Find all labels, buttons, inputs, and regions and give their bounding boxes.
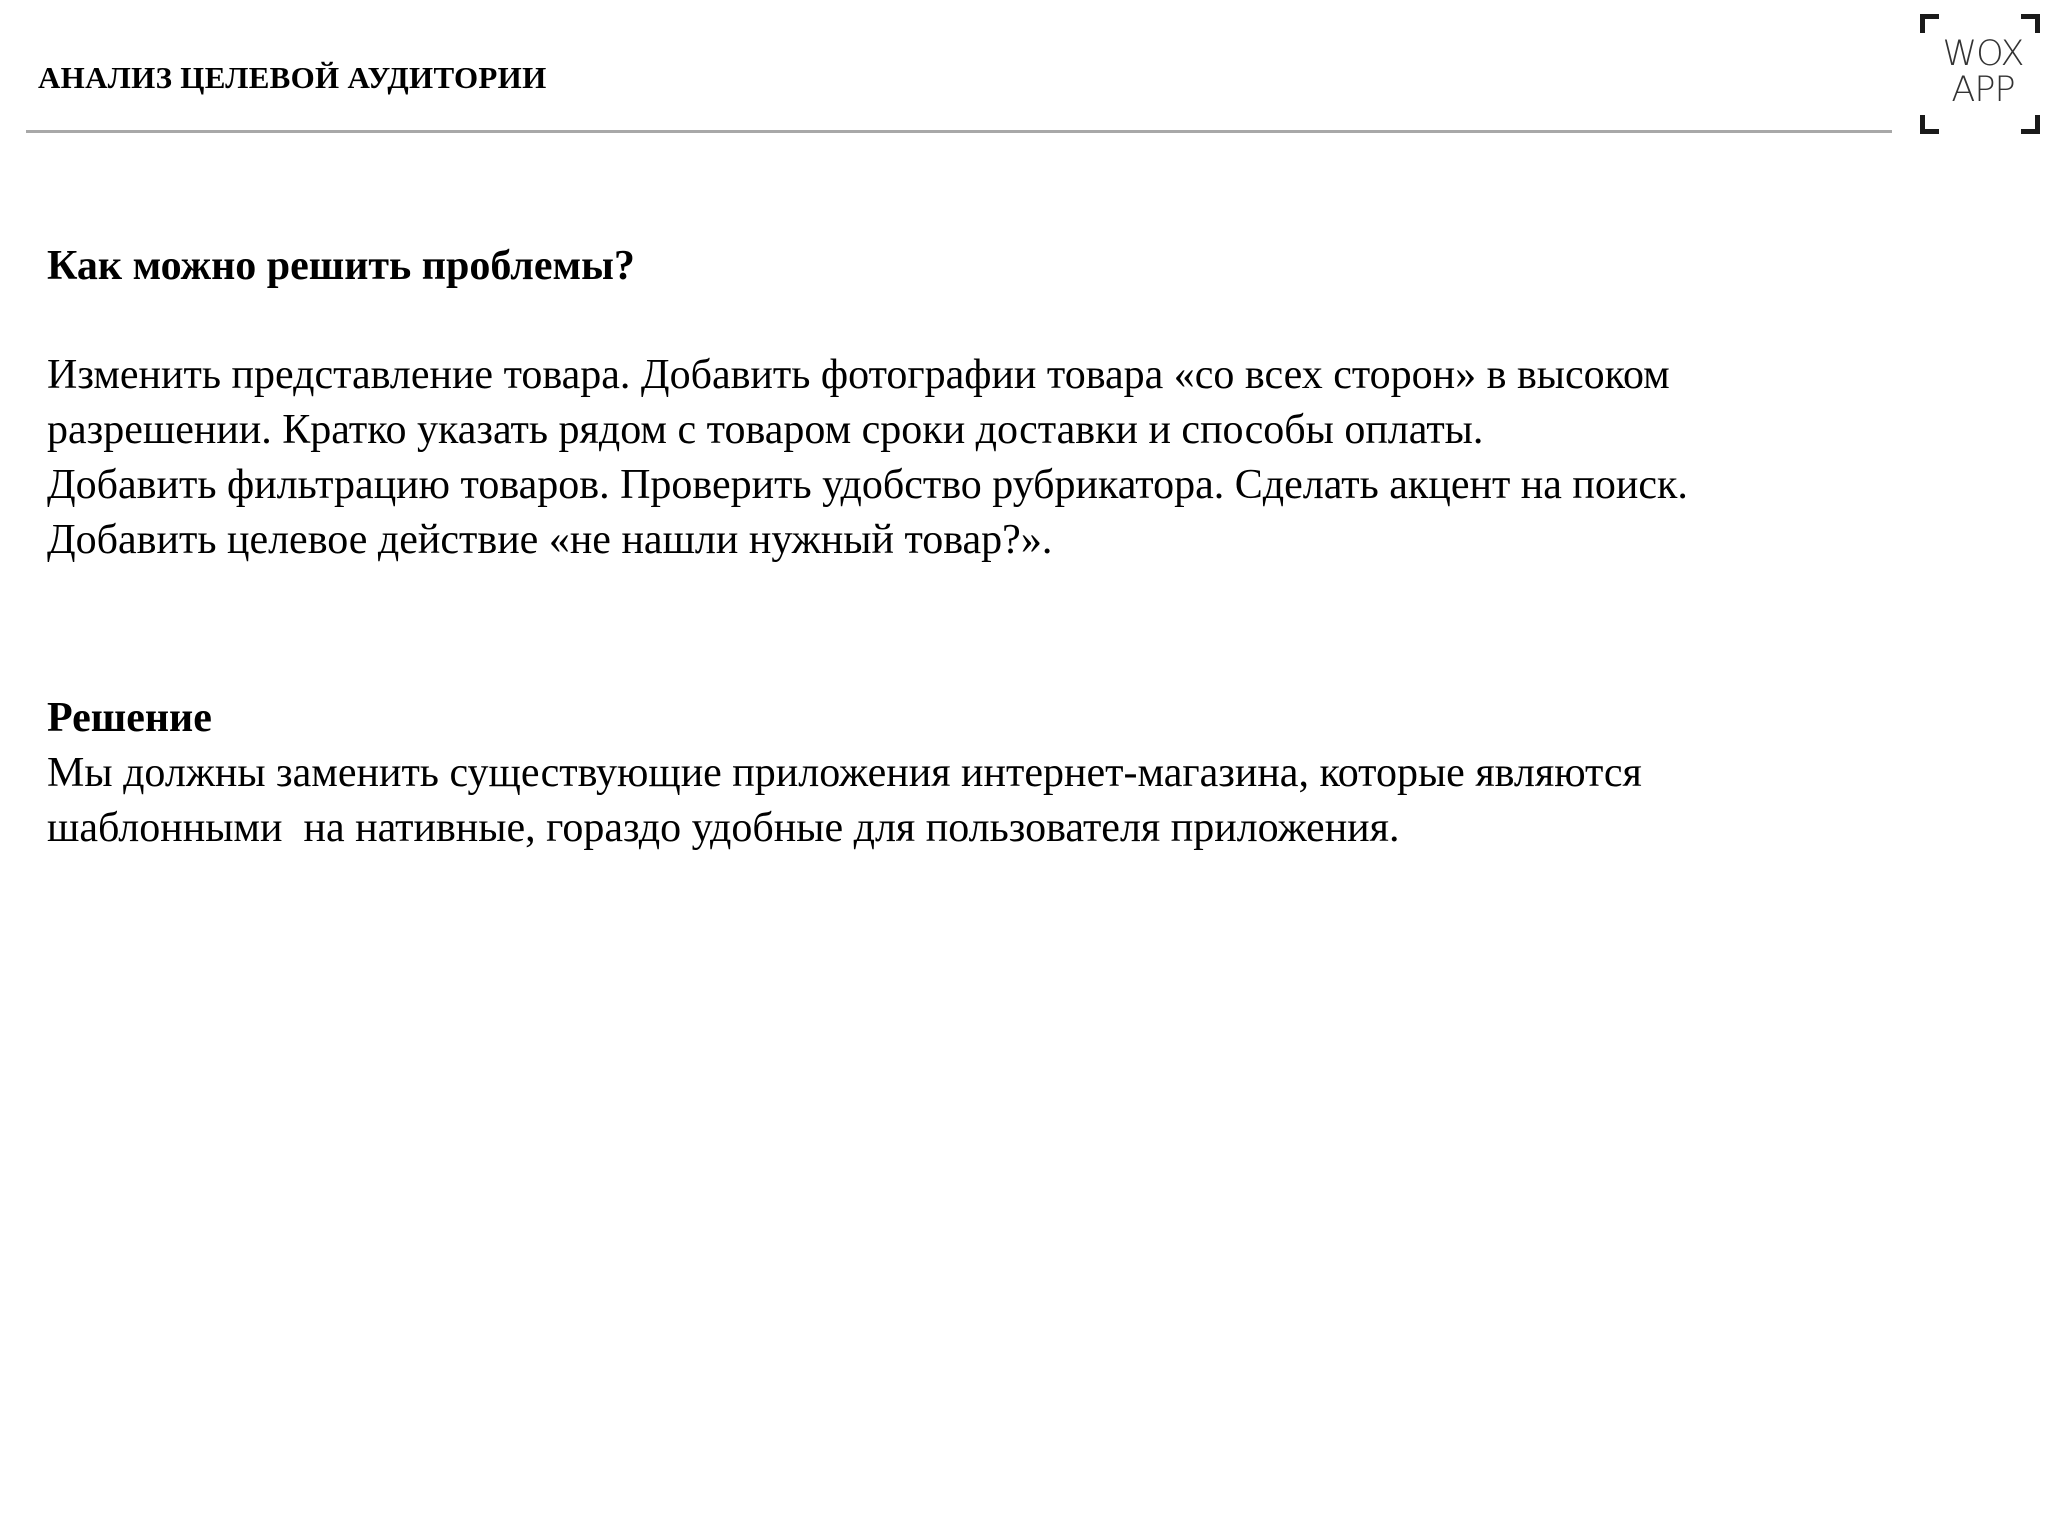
solution-section [47, 690, 1927, 856]
solution-line: шаблонными на нативные, гораздо удобные для пользователя приложения. [47, 805, 1400, 851]
logo-text-line1: WOX [1942, 34, 2024, 74]
logo-corner-top-right [2021, 14, 2040, 33]
logo-corner-top-left [1920, 14, 1939, 33]
page-title: АНАЛИЗ ЦЕЛЕВОЙ АУДИТОРИИ [38, 60, 547, 95]
problem-heading: Как можно решить проблемы? [47, 243, 635, 289]
problem-line: Изменить представление товара. Добавить фотографии товара «со всех сторон» в высоком [47, 352, 1670, 398]
logo-text [1936, 36, 2030, 108]
header-divider [26, 130, 1892, 133]
logo-corner-bottom-left [1920, 115, 1939, 134]
logo-corner-bottom-right [2021, 115, 2040, 134]
problem-line: Добавить фильтрацию товаров. Проверить удобство рубрикатора. Сделать акцент на поиск. [47, 462, 1688, 508]
wox-app-logo [1920, 14, 2040, 134]
problem-text [47, 348, 1927, 568]
problem-line: разрешении. Кратко указать рядом с товаром сроки доставки и способы оплаты. [47, 407, 1484, 453]
problem-section [47, 238, 1927, 568]
solution-line: Мы должны заменить существующие приложения интернет-магазина, которые являются [47, 750, 1642, 796]
logo-text-line2: APP [1951, 70, 2015, 110]
problem-line: Добавить целевое действие «не нашли нужный товар?». [47, 517, 1053, 563]
solution-heading: Решение [47, 695, 212, 741]
